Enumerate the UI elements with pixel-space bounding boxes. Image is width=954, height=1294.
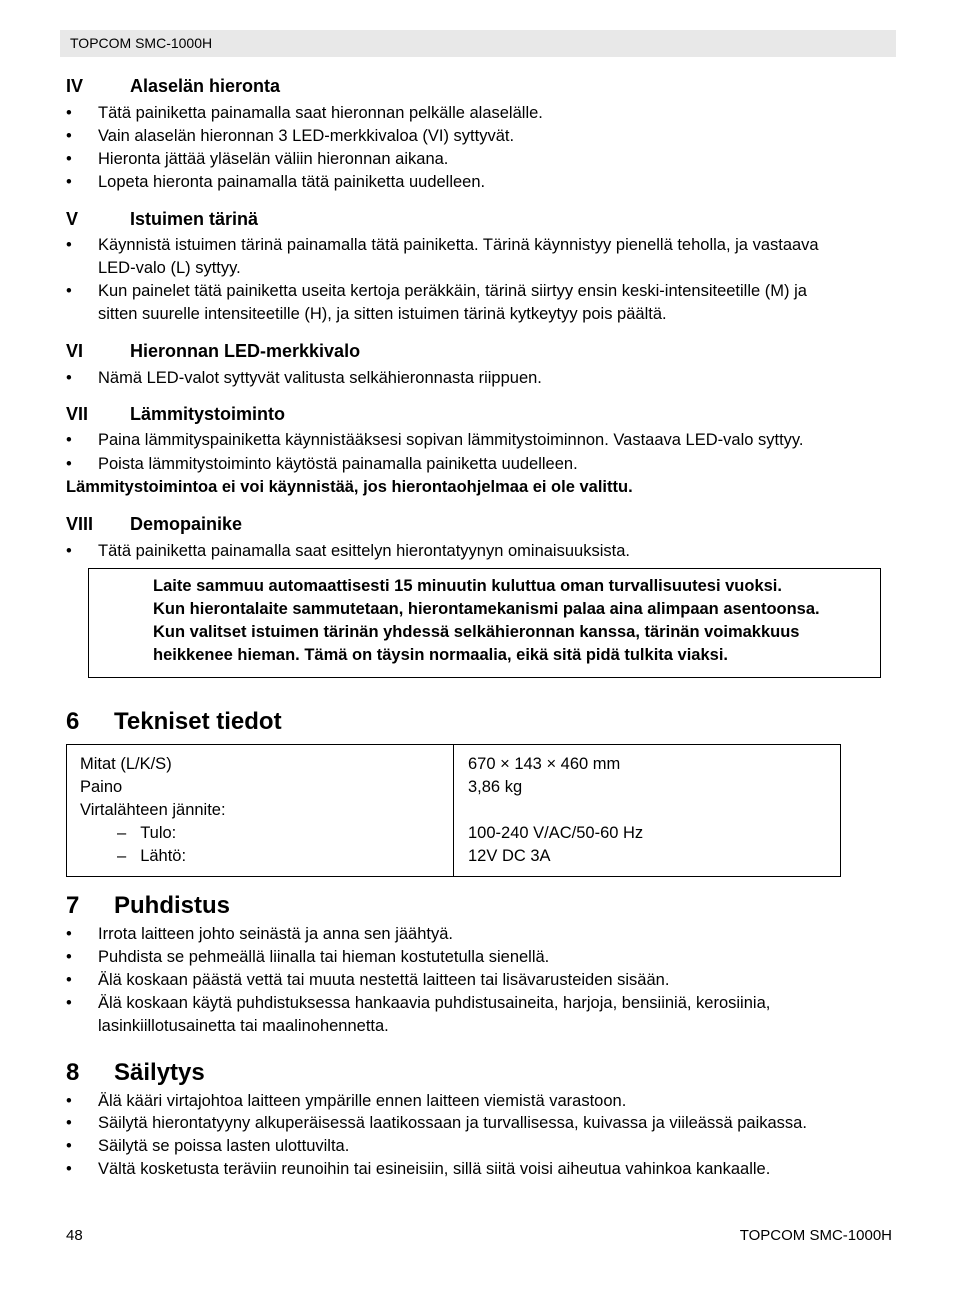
section-7-title: 7 Puhdistus: [66, 892, 231, 919]
note-line: Laite sammuu automaattisesti 15 minuutin kuluttua oman turvallisuutesi vuoksi.: [153, 577, 782, 595]
spec-value: 670 × 143 × 460 mm: [468, 755, 621, 773]
section-8-title: 8 Säilytys: [66, 1059, 205, 1086]
spec-label: Mitat (L/K/S): [80, 755, 172, 773]
table-divider: [453, 745, 454, 876]
note-line: heikkenee hieman. Tämä on täysin normaalia, eikä sitä pidä tulkita viaksi.: [153, 646, 728, 664]
note-line: Kun valitset istuimen tärinän yhdessä selkähieronnan kanssa, tärinän voimakkuus: [153, 623, 800, 641]
spec-value: 12V DC 3A: [468, 847, 551, 865]
spec-table: [66, 744, 841, 877]
footer-title: TOPCOM SMC-1000H: [739, 1227, 892, 1244]
section-vi-title: VI Hieronnan LED-merkkivalo: [66, 341, 361, 361]
spec-value: 100-240 V/AC/50-60 Hz: [468, 824, 644, 842]
header-title: TOPCOM SMC-1000H: [70, 35, 213, 51]
spec-sub-label: – Tulo:: [117, 824, 177, 842]
section-6-title: 6 Tekniset tiedot: [66, 708, 282, 735]
spec-label: Virtalähteen jännite:: [80, 801, 226, 819]
section-viii-title: VIII Demopainike: [66, 514, 243, 534]
section-vii-title: VII Lämmitystoiminto: [66, 404, 286, 424]
heating-bold-note: Lämmitystoimintoa ei voi käynnistää, jos hierontaohjelmaa ei ole valittu.: [66, 478, 633, 496]
spec-value: 3,86 kg: [468, 778, 523, 796]
note-box: [88, 568, 881, 678]
page-number: 48: [66, 1227, 83, 1244]
section-v-title: V Istuimen tärinä: [66, 209, 259, 229]
note-line: Kun hierontalaite sammutetaan, hierontamekanismi palaa aina alimpaan asentoonsa.: [153, 600, 820, 618]
header-bar: [60, 30, 896, 57]
spec-sub-label: – Lähtö:: [117, 847, 187, 865]
spec-label: Paino: [80, 778, 123, 796]
section-iv-title: IV Alaselän hieronta: [66, 76, 281, 96]
